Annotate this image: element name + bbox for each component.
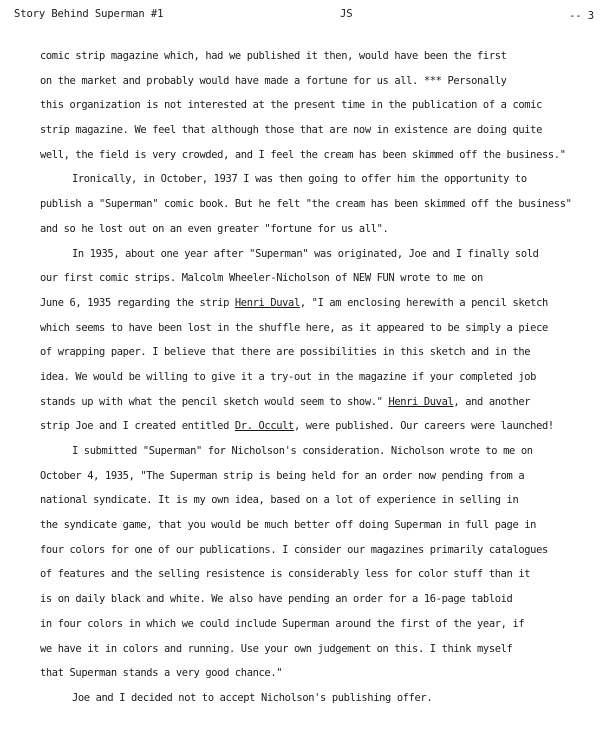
- text-line: Ironically, in October, 1937 I was then going to offer him the opportunity to: [72, 173, 527, 186]
- text-line: is on daily black and white. We also have pending an order for a 16-page tabloid: [40, 593, 513, 606]
- text-line: national syndicate. It is my own idea, based on a lot of experience in selling in: [40, 494, 519, 507]
- text-line: our first comic strips. Malcolm Wheeler-Nicholson of NEW FUN wrote to me on: [40, 272, 483, 285]
- text-line: I submitted "Superman" for Nicholson's consideration. Nicholson wrote to me on: [72, 445, 533, 457]
- text-line: the syndicate game, that you would be much better off doing Superman in full page in: [40, 519, 537, 532]
- header-title: Story Behind Superman #1: [14, 8, 164, 20]
- text-line: that Superman stands a very good chance.": [40, 667, 283, 680]
- page-number: -- 3: [569, 10, 594, 22]
- text-line: publish a "Superman" comic book. But he felt "the cream has been skimmed off the business": [40, 198, 572, 211]
- text-line: we have it in colors and running. Use your own judgement on this. I think myself: [40, 642, 513, 655]
- document-body: [40, 44, 606, 711]
- text-line: comic strip magazine which, had we published it then, would have been the first: [40, 50, 507, 62]
- text-line: of wrapping paper. I believe that there are possibilities in this sketch and in the: [40, 346, 531, 359]
- text-line: in four colors in which we could include Superman around the first of the year, if: [40, 617, 525, 630]
- text-line: of features and the selling resistence is considerably less for color stuff than it: [40, 568, 531, 581]
- text-line: Joe and I decided not to accept Nicholson's publishing offer.: [72, 691, 433, 704]
- text-line: which seems to have been lost in the shuffle here, as it appeared to be simply a piece: [40, 321, 548, 334]
- text-line: strip Joe and I created entitled Dr. Occult, were published. Our careers were launched!: [40, 420, 554, 433]
- underlined-title: Henri Duval: [234, 296, 300, 309]
- text-line: stands up with what the pencil sketch would seem to show." Henri Duval, and another: [40, 395, 531, 408]
- text-line: October 4, 1935, "The Superman strip is being held for an order now pending from a: [40, 469, 525, 482]
- text-line: June 6, 1935 regarding the strip Henri Duval, "I am enclosing herewith a pencil sketch: [40, 296, 548, 309]
- text-line: idea. We would be willing to give it a try-out in the magazine if your completed job: [40, 370, 537, 383]
- text-line: on the market and probably would have made a fortune for us all. *** Personally: [40, 74, 507, 87]
- underlined-title: Dr. Occult: [234, 420, 294, 433]
- text-line: and so he lost out on an even greater "fortune for us all".: [40, 222, 389, 235]
- text-line: well, the field is very crowded, and I feel the cream has been skimmed off the business.": [40, 148, 566, 161]
- text-line: four colors for one of our publications. I consider our magazines primarily catalogues: [40, 543, 548, 556]
- underlined-title: Henri Duval: [388, 395, 454, 408]
- text-line: In 1935, about one year after "Superman" was originated, Joe and I finally sold: [72, 247, 539, 260]
- header-initials: JS: [340, 8, 353, 20]
- text-line: this organization is not interested at the present time in the publication of a comic: [40, 99, 542, 112]
- text-line: strip magazine. We feel that although those that are now in existence are doing quite: [40, 124, 542, 137]
